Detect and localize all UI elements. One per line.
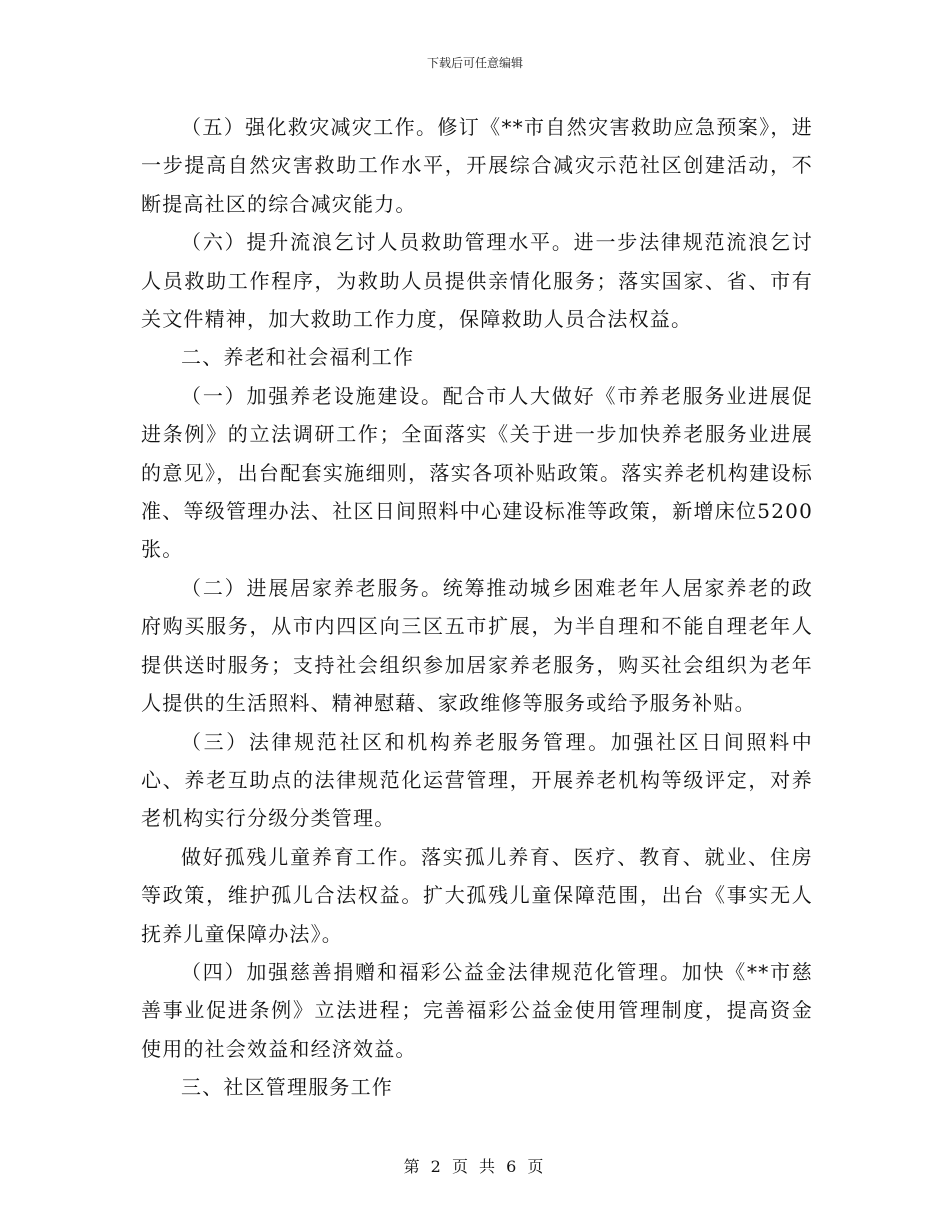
paragraph-elderly-facilities: （一）加强养老设施建设。配合市人大做好《市养老服务业进展促进条例》的立法调研工作；全面落实《关于进一步加快养老服务业进展的意见》，出台配套实施细则，落实各项补贴政策。落实养老机构建设标准、等级管理办法、社区日间照料中心建设标准等政策，新增床位5200张。 [141, 383, 813, 562]
paragraph-orphan-care: 做好孤残儿童养育工作。落实孤儿养育、医疗、教育、就业、住房等政策，维护孤儿合法权益。扩大孤残儿童保障范围，出台《事实无人抚养儿童保障办法》。 [141, 844, 813, 946]
paragraph-home-care: （二）进展居家养老服务。统筹推动城乡困难老年人居家养老的政府购买服务，从市内四区向三区五市扩展，为半自理和不能自理老年人提供送时服务；支持社会组织参加居家养老服务，购买社会组织为老年人提供的生活照料、精神慰藉、家政维修等服务或给予服务补贴。 [141, 575, 813, 716]
document-body [141, 108, 813, 1107]
paragraph-disaster-relief: （五）强化救灾减灾工作。修订《**市自然灾害救助应急预案》，进一步提高自然灾害救助工作水平，开展综合减灾示范社区创建活动，不断提高社区的综合减灾能力。 [141, 115, 813, 216]
page-header: 下载后可任意编辑 [426, 56, 523, 70]
page-number-footer: 第 2 页 共 6 页 [403, 1157, 547, 1176]
paragraph-vagrant-aid: （六）提升流浪乞讨人员救助管理水平。进一步法律规范流浪乞讨人员救助工作程序，为救助人员提供亲情化服务；落实国家、省、市有关文件精神，加大救助工作力度，保障救助人员合法权益。 [141, 230, 813, 332]
section-heading-elderly-welfare: 二、养老和社会福利工作 [181, 345, 415, 370]
section-heading-community: 三、社区管理服务工作 [181, 1075, 393, 1100]
paragraph-care-management: （三）法律规范社区和机构养老服务管理。加强社区日间照料中心、养老互助点的法律规范化运营管理，开展养老机构等级评定，对养老机构实行分级分类管理。 [141, 729, 813, 831]
paragraph-charity-lottery: （四）加强慈善捐赠和福彩公益金法律规范化管理。加快《**市慈善事业促进条例》立法进程；完善福彩公益金使用管理制度，提高资金使用的社会效益和经济效益。 [141, 959, 813, 1061]
